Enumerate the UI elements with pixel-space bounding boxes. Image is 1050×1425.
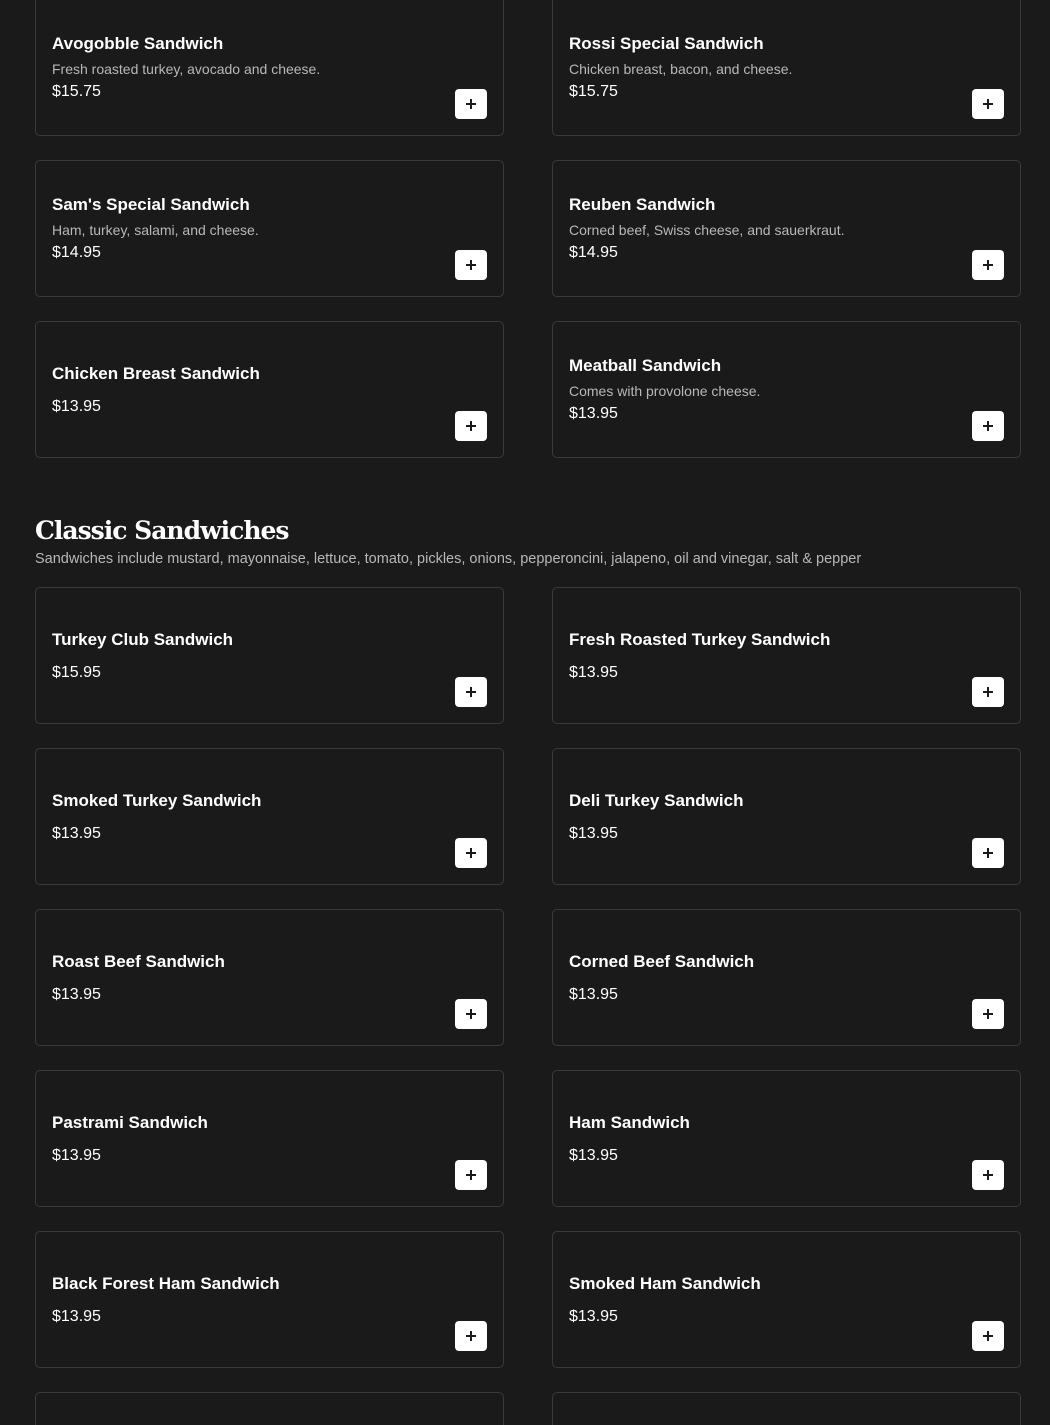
- menu-item-name: Sam's Special Sandwich: [52, 195, 250, 214]
- add-to-cart-button[interactable]: [972, 250, 1004, 280]
- add-to-cart-button[interactable]: [972, 677, 1004, 707]
- menu-item-card[interactable]: [552, 1231, 1021, 1368]
- menu-item-info: [52, 0, 433, 135]
- plus-icon: [983, 848, 993, 858]
- plus-icon: [983, 421, 993, 431]
- add-to-cart-button[interactable]: [972, 1160, 1004, 1190]
- menu-item-name: Ham Sandwich: [569, 1112, 690, 1132]
- menu-item-name: Deli Turkey Sandwich: [569, 790, 744, 810]
- add-to-cart-button[interactable]: [455, 250, 487, 280]
- add-to-cart-button[interactable]: [455, 89, 487, 119]
- add-to-cart-button[interactable]: [972, 838, 1004, 868]
- classic-sandwich-grid: [35, 587, 1021, 1368]
- menu-item-card[interactable]: [552, 1070, 1021, 1207]
- menu-item-card[interactable]: [35, 909, 504, 1046]
- menu-item-card[interactable]: [552, 160, 1021, 297]
- menu-item-name: Fresh Roasted Turkey Sandwich: [569, 629, 831, 649]
- menu-item-price: $15.75: [569, 83, 618, 100]
- menu-item-info: [52, 322, 433, 457]
- menu-item-description: Ham, turkey, salami, and cheese.: [52, 222, 259, 238]
- menu-item-name: Smoked Ham Sandwich: [569, 1273, 761, 1293]
- plus-icon: [983, 1170, 993, 1180]
- menu-item-info: [569, 910, 950, 1045]
- plus-icon: [466, 848, 476, 858]
- menu-item-info: [569, 322, 950, 457]
- menu-item-card[interactable]: [35, 748, 504, 885]
- plus-icon: [466, 99, 476, 109]
- menu-item-name: Reuben Sandwich: [569, 195, 716, 214]
- menu-item-info: [52, 161, 433, 296]
- section-title: Classic Sandwiches: [35, 516, 289, 545]
- menu-item-name: Corned Beef Sandwich: [569, 951, 755, 971]
- menu-item-name: Avogobble Sandwich: [52, 34, 224, 53]
- add-to-cart-button[interactable]: [972, 999, 1004, 1029]
- menu-item-description: Corned beef, Swiss cheese, and sauerkraut.: [569, 222, 845, 238]
- menu-item-info: [52, 1071, 433, 1206]
- menu-item-info: [52, 910, 433, 1045]
- add-to-cart-button[interactable]: [455, 1321, 487, 1351]
- menu-item-info: [52, 749, 433, 884]
- menu-item-card[interactable]: [35, 587, 504, 724]
- menu-item-price: $13.95: [569, 1307, 618, 1325]
- menu-item-card[interactable]: [552, 587, 1021, 724]
- add-to-cart-button[interactable]: [455, 411, 487, 441]
- menu-item-card[interactable]: [552, 321, 1021, 458]
- menu-item-price: $13.95: [52, 397, 101, 415]
- menu-item-info: [52, 588, 433, 723]
- menu-item-price: $13.95: [52, 985, 101, 1003]
- menu-item-description: Chicken breast, bacon, and cheese.: [569, 61, 793, 77]
- menu-item-price: $13.95: [52, 1307, 101, 1325]
- menu-item-name: Black Forest Ham Sandwich: [52, 1273, 280, 1293]
- plus-icon: [983, 1009, 993, 1019]
- add-to-cart-button[interactable]: [455, 999, 487, 1029]
- plus-icon: [466, 1170, 476, 1180]
- plus-icon: [466, 260, 476, 270]
- menu-item-info: [569, 1071, 950, 1206]
- add-to-cart-button[interactable]: [972, 1321, 1004, 1351]
- plus-icon: [466, 1009, 476, 1019]
- menu-item-price: $14.95: [569, 244, 618, 261]
- plus-icon: [983, 687, 993, 697]
- menu-item-price: $13.95: [52, 824, 101, 842]
- plus-icon: [983, 260, 993, 270]
- menu-item-name: Roast Beef Sandwich: [52, 951, 225, 971]
- add-to-cart-button[interactable]: [455, 1160, 487, 1190]
- menu-item-price: $13.95: [569, 1146, 618, 1164]
- section-header: [35, 514, 1021, 568]
- menu-item-price: $15.95: [52, 663, 101, 681]
- plus-icon: [466, 421, 476, 431]
- menu-item-info: [569, 161, 950, 296]
- plus-icon: [466, 687, 476, 697]
- menu-item-description: Comes with provolone cheese.: [569, 383, 761, 399]
- plus-icon: [983, 1331, 993, 1341]
- menu-item-price: $13.95: [569, 824, 618, 842]
- section-subtitle: Sandwiches include mustard, mayonnaise, lettuce, tomato, pickles, onions, pepperoncini, jalapeno, oil and vinegar, salt & pepper: [35, 551, 862, 567]
- next-row-partial: [35, 1392, 1021, 1425]
- menu-item-price: $13.95: [569, 985, 618, 1003]
- add-to-cart-button[interactable]: [972, 89, 1004, 119]
- menu-item-price: $15.75: [52, 83, 101, 100]
- menu-item-price: $14.95: [52, 244, 101, 261]
- add-to-cart-button[interactable]: [972, 411, 1004, 441]
- add-to-cart-button[interactable]: [455, 677, 487, 707]
- menu-item-card[interactable]: [35, 1070, 504, 1207]
- menu-item-description: Fresh roasted turkey, avocado and cheese.: [52, 61, 321, 77]
- menu-item-price: $13.95: [569, 663, 618, 681]
- menu-item-name: Turkey Club Sandwich: [52, 629, 234, 649]
- menu-item-name: Rossi Special Sandwich: [569, 34, 764, 53]
- menu-item-card[interactable]: [552, 0, 1021, 136]
- menu-item-name: Pastrami Sandwich: [52, 1112, 208, 1132]
- featured-sandwich-grid: [35, 0, 1021, 458]
- menu-item-info: [569, 588, 950, 723]
- add-to-cart-button[interactable]: [455, 838, 487, 868]
- menu-item-card[interactable]: [35, 321, 504, 458]
- menu-item-info: [569, 0, 950, 135]
- menu-item-info: [569, 1232, 950, 1367]
- menu-item-card[interactable]: [35, 160, 504, 297]
- menu-item-card[interactable]: [35, 0, 504, 136]
- menu-item-name: Chicken Breast Sandwich: [52, 363, 260, 383]
- menu-item-price: $13.95: [52, 1146, 101, 1164]
- menu-item-name: Smoked Turkey Sandwich: [52, 790, 262, 810]
- menu-item-info: [52, 1232, 433, 1367]
- plus-icon: [983, 99, 993, 109]
- menu-item-info: [569, 749, 950, 884]
- menu-item-card[interactable]: [35, 1231, 504, 1368]
- menu-item-card[interactable]: [35, 1392, 504, 1425]
- menu-item-card[interactable]: [552, 748, 1021, 885]
- menu-item-card[interactable]: [552, 1392, 1021, 1425]
- menu-item-card[interactable]: [552, 909, 1021, 1046]
- plus-icon: [466, 1331, 476, 1341]
- menu-item-price: $13.95: [569, 405, 618, 422]
- menu-item-name: Meatball Sandwich: [569, 356, 722, 375]
